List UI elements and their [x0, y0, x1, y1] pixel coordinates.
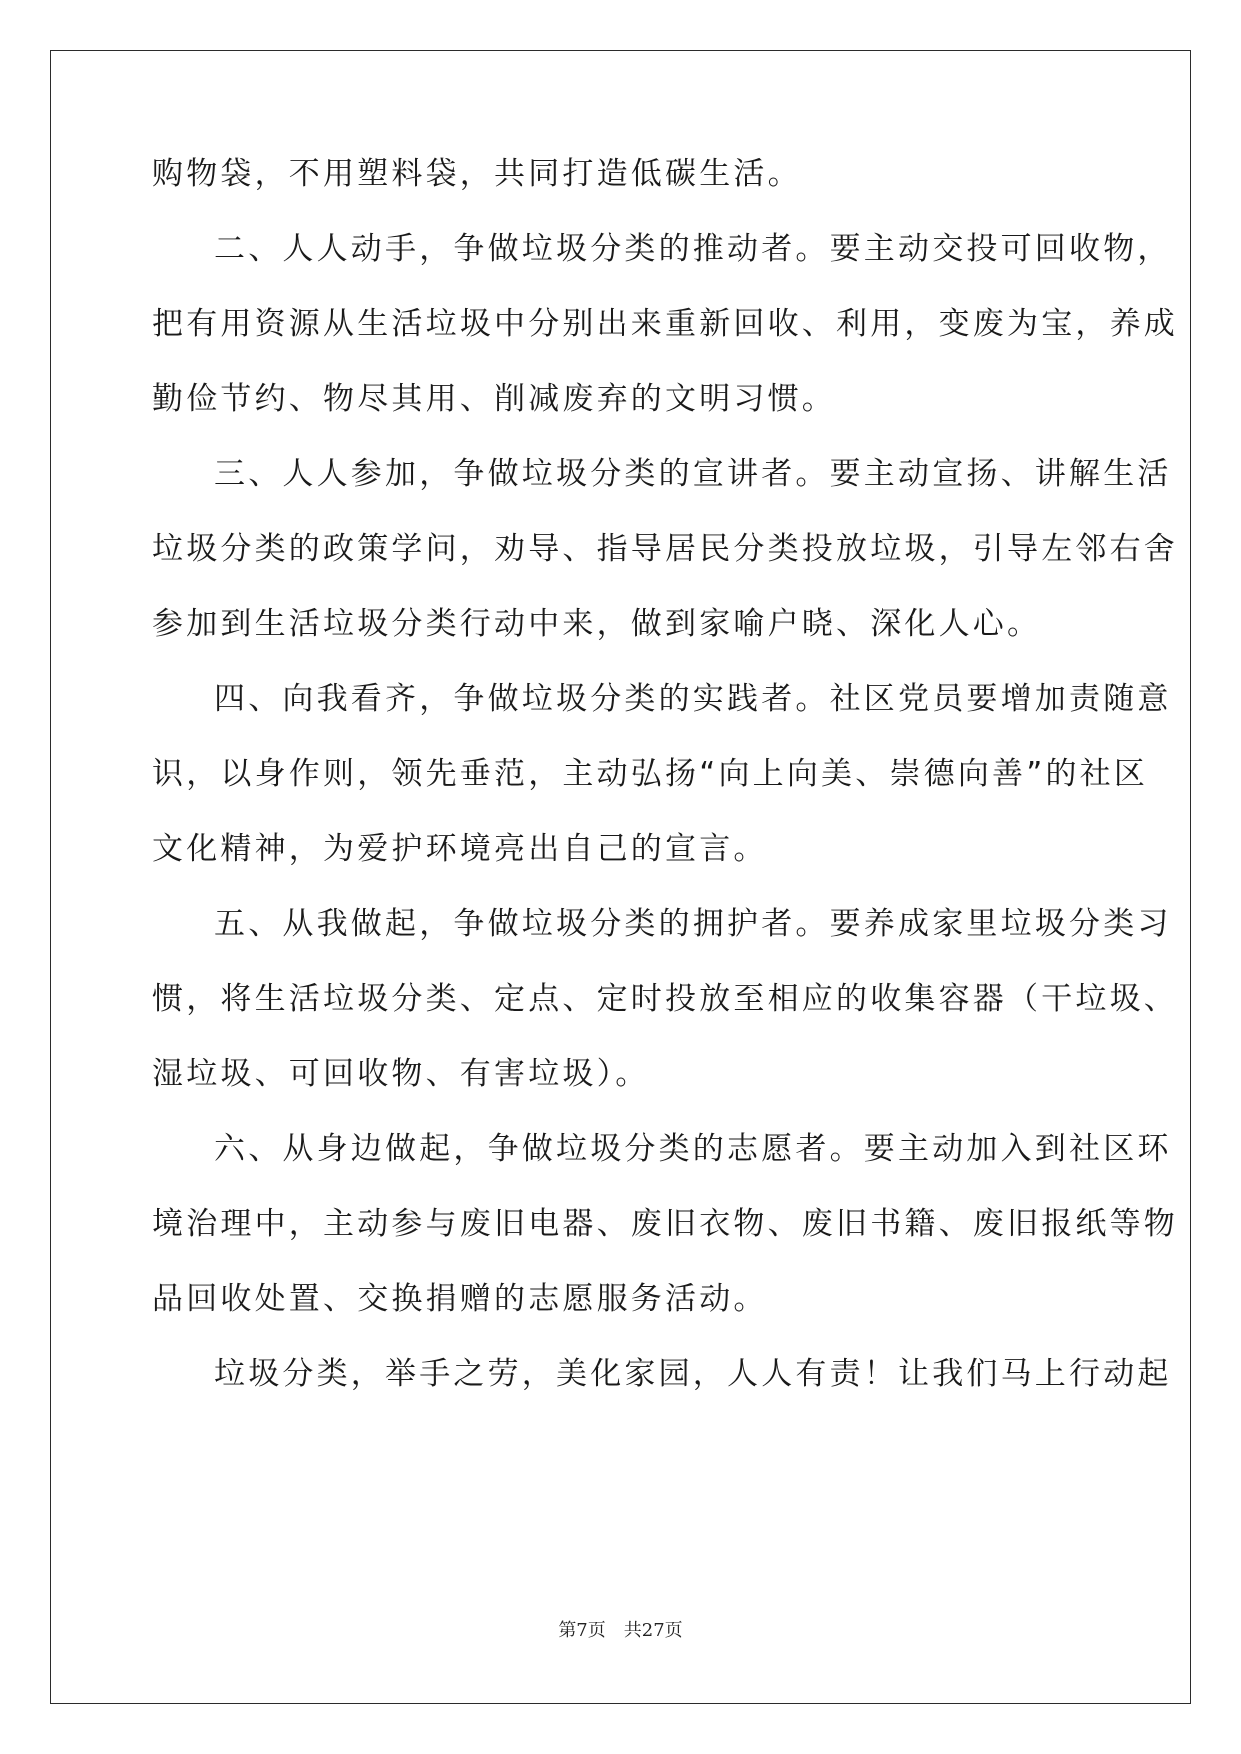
text-line: 惯，将生活垃圾分类、定点、定时投放至相应的收集容器（干垃圾、	[152, 981, 1178, 1017]
text-line: 品回收处置、交换捐赠的志愿服务活动。	[152, 1281, 768, 1317]
paragraph-3-line: 三、人人参加，争做垃圾分类的宣讲者。要主动宣扬、讲解生活	[214, 456, 1172, 492]
text-line: 勤俭节约、物尽其用、削减废弃的文明习惯。	[152, 381, 836, 417]
paragraph-2-line: 二、人人动手，争做垃圾分类的推动者。要主动交投可回收物，	[214, 231, 1172, 267]
text-line: 垃圾分类的政策学问，劝导、指导居民分类投放垃圾，引导左邻右舍	[152, 531, 1178, 567]
text-line: 境治理中，主动参与废旧电器、废旧衣物、废旧书籍、废旧报纸等物	[152, 1206, 1178, 1242]
page-border	[50, 50, 1191, 1704]
paragraph-6-line: 六、从身边做起，争做垃圾分类的志愿者。要主动加入到社区环	[214, 1131, 1172, 1167]
text-line: 识，以身作则，领先垂范，主动弘扬“向上向美、崇德向善”的社区	[152, 756, 1149, 792]
page-footer: 第7页 共27页	[558, 1620, 683, 1641]
text-line: 把有用资源从生活垃圾中分别出来重新回收、利用，变废为宝，养成	[152, 306, 1178, 342]
paragraph-7-line: 垃圾分类，举手之劳，美化家园，人人有责！让我们马上行动起	[214, 1356, 1172, 1392]
text-line: 购物袋，不用塑料袋，共同打造低碳生活。	[152, 156, 802, 192]
text-line: 文化精神，为爱护环境亮出自己的宣言。	[152, 831, 768, 867]
text-line: 参加到生活垃圾分类行动中来，做到家喻户晓、深化人心。	[152, 606, 1042, 642]
paragraph-4-line: 四、向我看齐，争做垃圾分类的实践者。社区党员要增加责随意	[214, 681, 1172, 717]
text-line: 湿垃圾、可回收物、有害垃圾）。	[152, 1056, 650, 1092]
paragraph-5-line: 五、从我做起，争做垃圾分类的拥护者。要养成家里垃圾分类习	[214, 906, 1172, 942]
